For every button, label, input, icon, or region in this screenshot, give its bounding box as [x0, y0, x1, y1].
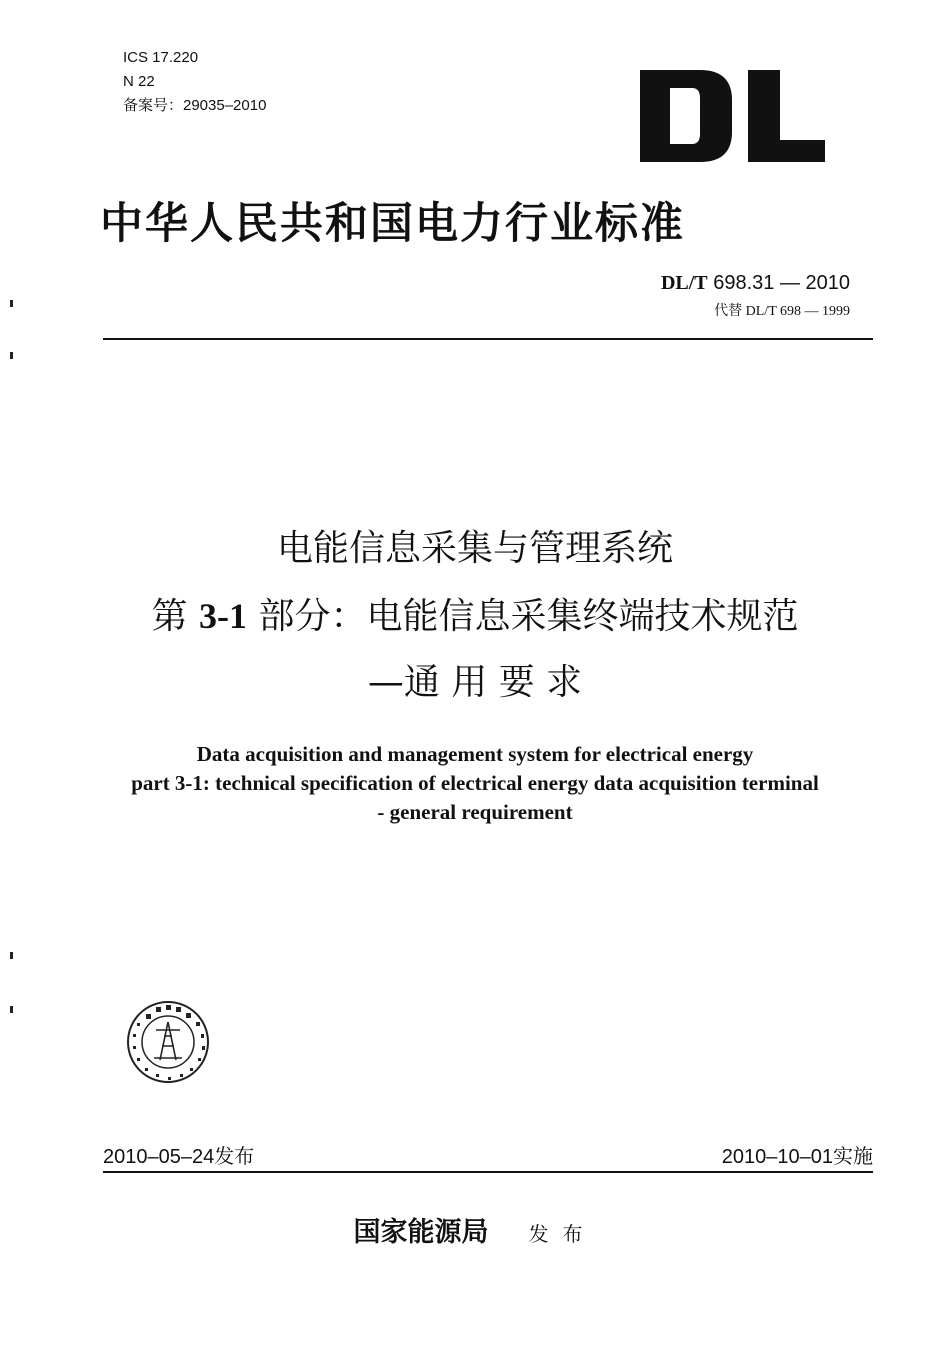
title-cn-line1: 电能信息采集与管理系统 [276, 528, 673, 569]
title-cn-line2-rest: 部分：电能信息采集终端技术规范 [247, 596, 799, 637]
org-title: 中华人民共和国电力行业标准 [100, 199, 685, 249]
dl-logo [640, 70, 825, 162]
publisher-seal [126, 1000, 210, 1084]
standard-code [661, 272, 850, 295]
issuer-line [0, 1210, 950, 1249]
ccs-code: N 22 [123, 73, 155, 90]
title-cn-line3: —通 用 要 求 [367, 662, 583, 703]
issuer-action: 发布 [528, 1222, 597, 1246]
title-cn-part-number: 3-1 [199, 596, 247, 636]
scan-mark [10, 300, 13, 307]
title-cn-line2-prefix: 第 [151, 596, 199, 637]
record-number: 备案号：29035–2010 [123, 97, 267, 114]
standard-code-prefix: DL/T [660, 272, 708, 294]
scan-mark [10, 1006, 13, 1013]
footer-divider [103, 1171, 873, 1173]
title-en-line2: part 3-1: technical specification of electrical energy data acquisition terminal [131, 771, 819, 795]
standard-code-number: 698.31 — 2010 [707, 272, 850, 294]
classification-block [123, 46, 266, 118]
implement-date: 2010–10–01实施 [721, 1146, 873, 1168]
scan-mark [10, 352, 13, 359]
issue-date: 2010–05–24发布 [103, 1146, 255, 1168]
issuer-name: 国家能源局 [353, 1217, 489, 1248]
title-cn-line2 [0, 588, 950, 639]
ics-code: ICS 17.220 [123, 49, 199, 66]
scan-mark [10, 952, 13, 959]
title-en-line1: Data acquisition and management system for electrical energy [196, 742, 754, 766]
replaces-standard: 代替 DL/T 698 — 1999 [714, 304, 850, 319]
title-en-line3: - general requirement [377, 800, 573, 824]
header-divider [103, 338, 873, 340]
